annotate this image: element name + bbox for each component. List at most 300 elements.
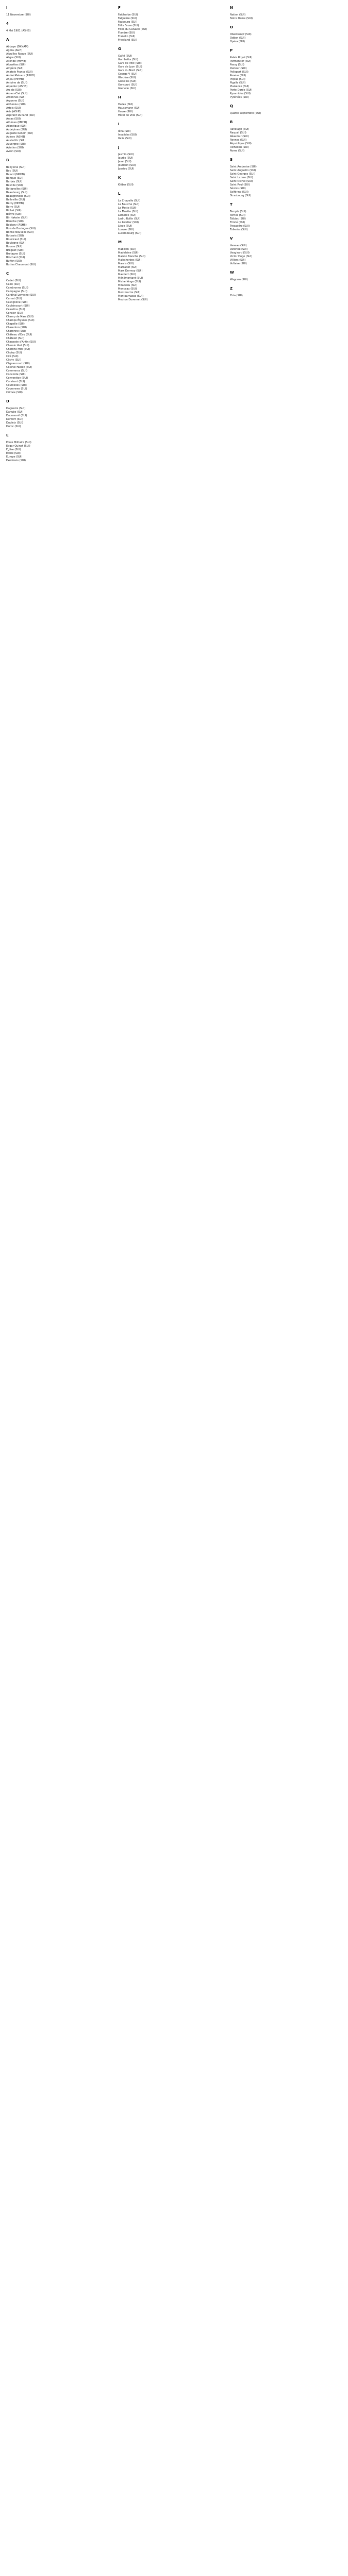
district-code: SUI (18, 249, 23, 252)
section-letter: P (230, 48, 233, 53)
district-code: SUI (19, 99, 23, 103)
district-code: SUI (137, 65, 141, 69)
index-entry: Sèvres (SUI) (230, 187, 246, 190)
index-section (118, 145, 230, 171)
street-name: Faubourg (118, 21, 130, 24)
street-name: Halles (118, 103, 126, 106)
street-name: Maison Blanche (118, 255, 139, 258)
street-name: Couronnes (6, 387, 20, 391)
street-name: Plaisance (230, 85, 242, 88)
index-entry: Oberkampf (SUI) (230, 33, 252, 36)
section-letter: 4 (6, 22, 9, 26)
index-entry: Rome (SUI) (230, 149, 245, 152)
index-entry: 4 Mai 1981 (ASHB) (6, 29, 31, 32)
index-entry: Jourdain (SUI) (118, 164, 136, 167)
street-name: Batignolles (6, 188, 21, 191)
index-entry: Gare du Nord (SUI) (118, 69, 143, 72)
district-code: SUI (20, 256, 24, 259)
district-code: SUI (136, 280, 140, 283)
index-entry: Clignancourt (SUI) (6, 362, 30, 365)
section-letter: I (6, 6, 8, 10)
index-entry: Kléber (SUI) (118, 183, 134, 187)
street-name: André Malraux (6, 74, 25, 77)
street-name: Italie (118, 137, 125, 140)
district-code: SUI (20, 242, 25, 245)
index-entry: Antoine de (SUI) (6, 81, 27, 84)
index-entry: Anatole France (SUI) (6, 71, 33, 74)
district-code: SUI (20, 139, 25, 142)
section-letter: E (6, 433, 9, 437)
street-name: Choisy (6, 351, 15, 354)
index-entry: Beaubourg (SUI) (6, 191, 28, 194)
street-name: Babylone (6, 166, 19, 169)
street-name: Exelmans (6, 459, 19, 462)
district-code: SUI (132, 58, 137, 61)
district-code: SUI (20, 252, 24, 256)
district-code: SUI (244, 225, 249, 228)
district-code: SUI (240, 81, 245, 84)
index-section (230, 48, 342, 99)
district-code: SUI (30, 263, 35, 266)
index-entry: Duroc (SUI) (6, 425, 21, 428)
index-entry: Blanche (SUI) (6, 220, 24, 223)
index-entry: Caire (SUI) (6, 283, 20, 286)
district-code: SUI (20, 63, 25, 66)
district-code: SUI (22, 92, 27, 95)
section-letter: Q (230, 104, 233, 108)
district-code: SUI (21, 125, 26, 128)
index-entry: Tolbiac (SUI) (230, 217, 246, 221)
index-section (6, 21, 118, 33)
street-name: Saint Georges (230, 173, 248, 176)
street-name: Aviation (6, 146, 17, 149)
index-entry: Saint Georges (SUI) (230, 173, 255, 176)
street-name: Bac (6, 170, 11, 173)
section-letter: Z (230, 286, 233, 291)
index-entry: Alouettes (SUI) (6, 63, 26, 66)
district-code: SUI (16, 297, 21, 300)
street-name: Aligre (6, 56, 14, 59)
district-code: SUI (131, 39, 136, 42)
street-name: Nation (230, 13, 239, 16)
district-code: SUI (135, 217, 140, 221)
district-code: SUI (241, 262, 246, 265)
street-name: Commerce (6, 369, 21, 372)
street-name: Pasteur (230, 67, 240, 70)
street-name: Carnot (6, 297, 15, 300)
street-name: Saint Augustin (230, 169, 249, 172)
district-code: SUI (15, 206, 20, 209)
district-code: SUI (244, 128, 248, 131)
index-entry: Crimée (SUI) (6, 391, 23, 394)
district-code: SUI (20, 373, 25, 376)
index-entry: Monceau (SUI) (118, 287, 137, 291)
street-name: Abbaye (6, 45, 16, 48)
section-letter: V (230, 236, 233, 241)
district-code: MPHB (18, 60, 25, 63)
district-code: SUI (125, 130, 130, 133)
street-name: Villiers (230, 259, 239, 262)
index-entry: Passy (SUI) (230, 63, 244, 66)
district-code: SUI (20, 407, 25, 410)
district-code: SUI (244, 183, 249, 187)
district-code: SUI (251, 165, 256, 168)
district-code: SUI (129, 167, 134, 171)
index-column-2 (118, 3, 230, 467)
index-entry: Pigalle (SUI) (230, 81, 246, 84)
index-entry: Berry (SUI) (6, 206, 21, 209)
district-code: SUI (29, 319, 34, 322)
index-entry: Temple (SUI) (230, 210, 246, 213)
street-name: Falguière (118, 17, 130, 20)
index-entry: Solférino (SUI) (230, 191, 248, 194)
street-name: 11 Novembre (6, 13, 24, 16)
index-entry: Auguste Renoir (SUI) (6, 132, 33, 135)
district-code: SUI (30, 227, 35, 230)
district-code: SUI (130, 35, 135, 38)
index-entry: Clichy (SUI) (6, 359, 21, 362)
street-name: Daumesnil (6, 414, 20, 417)
index-section (118, 191, 230, 235)
index-entry: Ménilmontant (SUI) (118, 277, 143, 280)
street-name: Tuileries (230, 228, 241, 231)
district-code: SUI (18, 220, 23, 223)
index-entry: Bièvre (SUI) (6, 213, 22, 216)
index-entry: Aqueduc (ASHB) (6, 85, 28, 88)
index-entry: Auvergne (SUI) (6, 143, 26, 146)
street-name: Danube (6, 411, 16, 414)
street-name: Avron (6, 150, 14, 153)
street-name: Boulogne (6, 242, 19, 245)
street-name: Ledru Rollin (118, 217, 134, 221)
index-entry: Javel (SUI) (118, 160, 131, 163)
district-code: SUI (21, 128, 26, 131)
index-section (118, 240, 230, 302)
district-code: SUI (137, 69, 142, 72)
district-code: SUI (28, 315, 33, 318)
index-section (118, 46, 230, 91)
district-code: SUI (16, 209, 21, 212)
index-entry: Europe (SUI) (6, 455, 23, 459)
index-entry: Bobigny (ASHB) (6, 224, 27, 227)
index-entry: Athènes (MPHB) (6, 121, 27, 124)
district-code: SUI (237, 294, 242, 297)
street-name: Javel (118, 160, 124, 163)
index-entry: Invalides (SUI) (118, 133, 137, 137)
district-code: SUI (131, 83, 136, 87)
street-name: Aulnay (6, 135, 15, 139)
street-name: Corvisart (6, 380, 18, 383)
street-name: Havre (118, 110, 126, 113)
index-entry: Saint Michel (SUI) (230, 180, 253, 183)
district-code: SUI (22, 369, 26, 372)
district-code: SUI (128, 183, 132, 187)
street-name: Charonne (6, 330, 19, 333)
street-name: Jourdain (118, 164, 129, 167)
district-code: SUI (21, 326, 26, 329)
district-code: SUI (240, 214, 244, 217)
index-entry: Aiguilles Rouge (SUI) (6, 53, 34, 56)
index-entry: Dupleix (SUI) (6, 421, 23, 425)
district-code: SUI (129, 31, 134, 35)
street-name: Athènes (6, 121, 17, 124)
index-entry: Parmentier (SUI) (230, 60, 252, 63)
district-code: SUI (18, 177, 22, 180)
index-entry: Daguerre (SUI) (6, 407, 26, 410)
district-code: SUI (25, 195, 29, 198)
district-code: SUI (250, 173, 255, 176)
district-code: SUI (20, 103, 25, 106)
index-section (6, 399, 118, 429)
district-code: SUI (242, 248, 247, 251)
district-code: SUI (134, 203, 139, 206)
index-entry: La Muette (SUI) (118, 210, 138, 213)
street-name: Ranelagh (230, 128, 242, 131)
street-name: Aiguilles Rouge (6, 53, 26, 56)
index-entry: Gare de l'Est (SUI) (118, 62, 142, 65)
street-name: Mirabeau (118, 284, 130, 287)
district-code: SUI (20, 330, 25, 333)
district-code: SUI (240, 13, 245, 16)
district-code: SUI (16, 180, 22, 183)
index-entry: Célestins (SUI) (6, 308, 25, 311)
index-entry: Grenelle (SUI) (118, 87, 136, 90)
index-entry: Belleville (SUI) (6, 198, 25, 201)
street-name: Malesherbes (118, 259, 135, 262)
index-entry: Jussieu (SUI) (118, 167, 135, 171)
street-name: Glacière (118, 76, 129, 79)
street-name: Lamarck (118, 214, 129, 217)
street-name: La Motte (118, 207, 129, 210)
street-name: Maubert (118, 273, 129, 276)
street-name: Blanche (6, 220, 17, 223)
index-entry: Convention (SUI) (6, 377, 28, 380)
district-code: SUI (239, 40, 244, 43)
district-code: SUI (18, 411, 23, 414)
district-code: SUI (19, 337, 24, 340)
street-name: Boucicaut (6, 238, 19, 241)
district-code: SUI (12, 170, 18, 173)
street-name: Pereire (230, 74, 239, 77)
index-entry: Bois de Boulogne (SUI) (6, 227, 36, 230)
index-entry: Arc de (SUI) (6, 89, 22, 92)
index-entry: Buffon (SUI) (6, 260, 22, 263)
street-name: Cardinal Lemoine (6, 294, 29, 297)
index-entry: Vaugirard (SUI) (230, 251, 250, 255)
index-entry: Bac (SUI) (6, 170, 19, 173)
index-entry: Notre Dame (SUI) (230, 17, 253, 20)
index-entry: Voltaire (SUI) (230, 262, 247, 265)
index-entry: Marais (SUI) (118, 262, 134, 265)
index-entry: Saint Augustin (SUI) (230, 169, 256, 172)
index-entry: Ledru Rollin (SUI) (118, 217, 141, 221)
index-entry: Marx Dormoy (SUI) (118, 269, 143, 273)
index-entry: Buttes Chaumont (SUI) (6, 263, 36, 266)
street-name: Barbès (6, 180, 15, 183)
street-name: Campagne (6, 290, 21, 293)
index-entry: Arc-en-Ciel (SUI) (6, 92, 28, 95)
street-name: Étoile (6, 452, 14, 455)
district-code: SUI (244, 85, 248, 88)
index-entry: Couronnes (SUI) (6, 387, 27, 391)
district-code: SUI (243, 71, 247, 74)
index-entry: Flandre (SUI) (118, 31, 135, 35)
district-code: SUI (135, 199, 140, 202)
street-name: Saint Ambroise (230, 165, 250, 168)
district-code: SUI (130, 87, 135, 90)
street-name: Ternes (230, 214, 239, 217)
district-code: SUI (22, 81, 26, 84)
index-entry: Maison Blanche (SUI) (118, 255, 146, 258)
district-code: SUI (131, 133, 136, 137)
index-entry: Bourse (SUI) (6, 245, 23, 248)
district-code: SUI (22, 290, 26, 293)
district-code: SUI (20, 380, 24, 383)
street-name: Saint Paul (230, 183, 243, 187)
index-entry: Ampère (SUI) (6, 67, 24, 70)
district-code: SUI (127, 103, 132, 106)
street-name: Duroc (6, 425, 14, 428)
street-name: Ampère (6, 67, 16, 70)
district-code: SUI (130, 248, 135, 251)
street-name: Sèvres (230, 187, 239, 190)
index-entry: Maubert (SUI) (118, 273, 136, 276)
index-entry: Chemin Vert (SUI) (6, 344, 29, 347)
index-entry: Église (SUI) (6, 448, 21, 451)
street-name: Notre Dame (230, 17, 246, 20)
district-code: SUI (29, 114, 34, 117)
index-entry: Bastille (SUI) (6, 184, 23, 187)
district-code: SUI (18, 312, 22, 315)
district-code: SUI (13, 355, 18, 358)
district-code: SUI (245, 194, 251, 197)
district-code: SUI (135, 107, 140, 110)
district-code: SUI (15, 448, 20, 451)
index-entry: Bretagne (SUI) (6, 252, 25, 256)
index-section (6, 5, 118, 17)
street-name: Colonel Fabien (6, 366, 25, 369)
index-section (230, 104, 342, 115)
index-entry: Saint Lazare (SUI) (230, 176, 253, 179)
district-code: SUI (16, 351, 21, 354)
index-entry: Argonne (SUI) (6, 99, 24, 103)
district-code: SUI (30, 294, 35, 297)
district-code: SUI (128, 262, 133, 265)
district-code: SUI (27, 333, 31, 336)
index-entry: Ardennes (SUI) (6, 96, 26, 99)
index-section (6, 37, 118, 154)
index-section (230, 202, 342, 232)
street-name: Invalides (118, 133, 130, 137)
index-entry: Bonne Nouvelle (SUI) (6, 231, 34, 234)
index-section (230, 286, 342, 298)
index-entry: Commerce (SUI) (6, 369, 27, 372)
street-name: Clignancourt (6, 362, 23, 365)
district-code: SUI (241, 131, 245, 134)
district-code: SUI (128, 153, 133, 156)
street-name: Passy (230, 63, 238, 66)
district-code: MPHB (16, 173, 24, 176)
district-code: SUI (138, 277, 142, 280)
index-entry: Marcadet (SUI) (118, 266, 138, 269)
street-name: République (230, 142, 245, 145)
street-name: Botzaris (6, 234, 17, 238)
street-name: Bréguet (6, 249, 16, 252)
street-name: Aubépines (6, 128, 20, 131)
index-entry: Zola (SUI) (230, 294, 243, 297)
district-code: SUI (132, 13, 137, 16)
district-code: SUI (239, 63, 243, 66)
street-name: Aspirant Dunand (6, 114, 28, 117)
index-entry: Tuileries (SUI) (230, 228, 248, 231)
index-entry: Aviation (SUI) (6, 146, 24, 149)
index-entry: Trinité (SUI) (230, 221, 245, 224)
street-name: Hôtel de Ville (118, 114, 136, 117)
district-code: SUI (18, 146, 23, 149)
street-name: Le Peletier (118, 221, 132, 224)
street-name: Gare de l'Est (118, 62, 135, 65)
street-name: Jaurès (118, 157, 126, 160)
index-entry: Mirabeau (SUI) (118, 284, 138, 287)
street-name: Denfert (6, 418, 16, 421)
district-code: SUI (23, 286, 27, 290)
street-name: Goncourt (118, 83, 130, 87)
district-code: SUI (240, 78, 244, 81)
index-entry: Montmartre (SUI) (118, 291, 141, 294)
street-name: Cité (6, 355, 11, 358)
street-name: Rome (230, 149, 238, 152)
district-code: SUI (131, 21, 137, 24)
street-name: Montparnasse (118, 295, 137, 298)
index-entry: La Fourche (SUI) (118, 203, 140, 206)
district-code: SUI (136, 232, 141, 235)
street-name: Balard (6, 173, 15, 176)
index-entry: Brochant (SUI) (6, 256, 25, 259)
index-section (230, 120, 342, 153)
street-name: Église (6, 448, 14, 451)
index-entry: Malesherbes (SUI) (118, 259, 142, 262)
district-code: SUI (14, 283, 19, 286)
district-code: SUI (128, 228, 133, 231)
index-entry: Anjou (MPHB) (6, 78, 24, 81)
street-name: Iéna (118, 130, 124, 133)
district-code: SUI (17, 184, 22, 187)
street-name: Varenne (230, 248, 241, 251)
section-letter: B (6, 158, 9, 162)
street-name: Cherche Midi (6, 348, 23, 351)
index-entry: Iéna (SUI) (118, 130, 131, 133)
index-entry: Castiglione (SUI) (6, 301, 28, 304)
street-name: École Militaire (6, 441, 24, 444)
district-code: SUI (247, 180, 252, 183)
index-entry: Havre (SUI) (118, 110, 133, 113)
district-code: SUI (242, 278, 247, 281)
district-code: SUI (21, 238, 25, 241)
district-code: SUI (27, 71, 32, 74)
street-name: Clichy (6, 359, 14, 362)
index-entry: Boulogne (SUI) (6, 242, 26, 245)
district-code: SUI (134, 24, 138, 27)
index-entry: Gambetta (SUI) (118, 58, 138, 61)
street-name: Saint Lazare (230, 176, 246, 179)
district-code: SUI (241, 210, 245, 213)
street-name: Arc-en-Ciel (6, 92, 21, 95)
district-code: SUI (19, 323, 24, 326)
index-entry: Atlantique (SUI) (6, 125, 27, 128)
index-entry: Hôtel de Ville (SUI) (118, 114, 143, 117)
district-code: SUI (20, 96, 25, 99)
street-name: Victor Hugo (230, 255, 245, 258)
